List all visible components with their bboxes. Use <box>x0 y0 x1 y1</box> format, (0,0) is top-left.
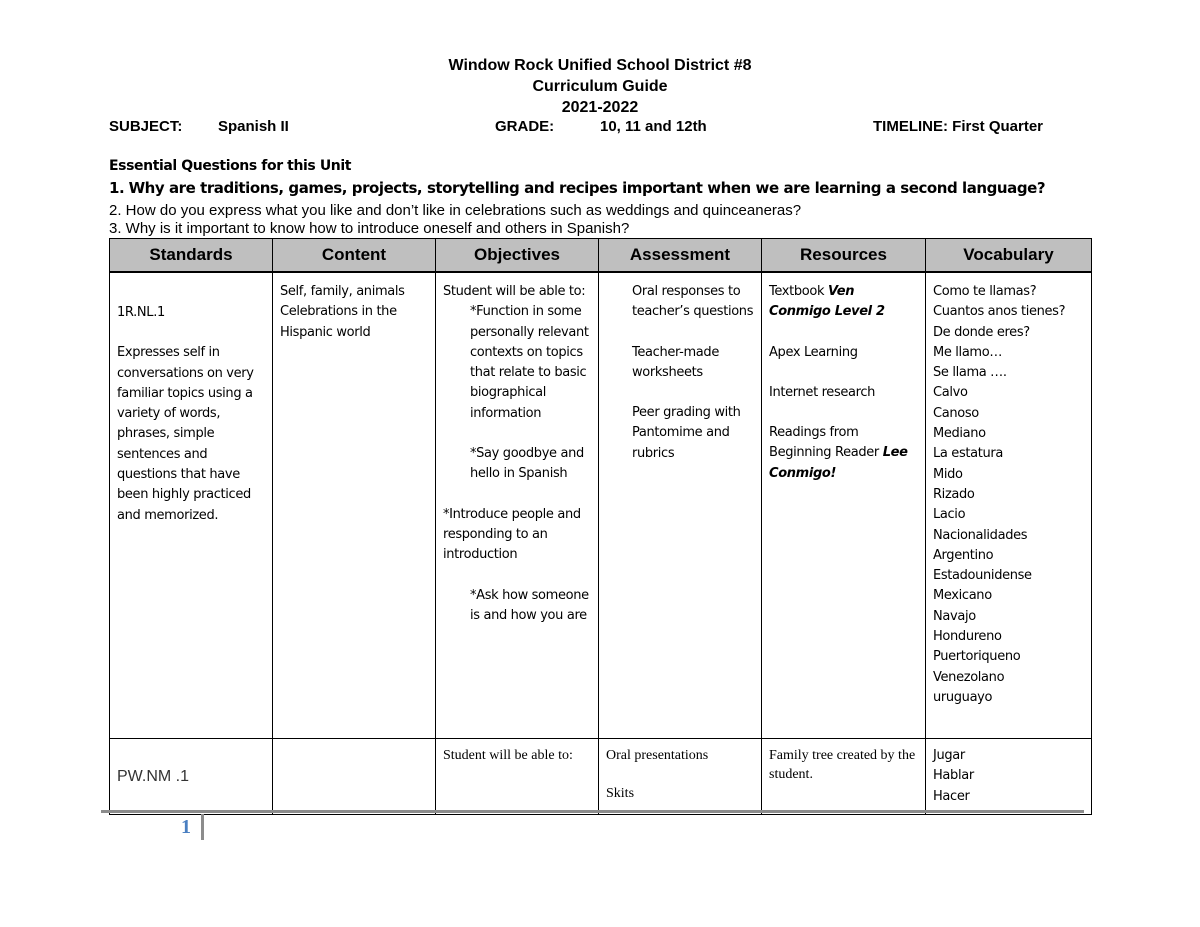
vocabulary-item: Lacio <box>933 507 966 523</box>
subject-label: SUBJECT: <box>109 118 183 135</box>
resource-textbook-title: Ven Conmigo Level 2 <box>769 284 885 320</box>
vocabulary-list <box>927 274 1090 708</box>
grade-label: GRADE: <box>495 118 555 135</box>
vocabulary-item: Calvo <box>933 385 968 401</box>
subject-value: Spanish II <box>218 118 289 135</box>
resource-item: Internet research <box>769 384 876 400</box>
vocabulary-item: Mido <box>933 466 963 482</box>
objective-item: *Function in some personally relevant contexts on topics that relate to basic biographical information <box>470 304 589 421</box>
essential-questions-heading: Essential Questions for this Unit <box>109 158 352 174</box>
content-item: Celebrations in the Hispanic world <box>280 304 397 340</box>
essential-question-2: 2. How do you express what you like and don’t like in celebrations such as weddings and quinceaneras? <box>109 202 802 219</box>
header-assessment: Assessment <box>599 239 762 273</box>
vocabulary-cell <box>926 739 1092 815</box>
vocabulary-item: Mexicano <box>933 588 992 604</box>
header-objectives: Objectives <box>436 239 599 273</box>
table-row <box>110 739 1092 815</box>
standards-cell <box>110 739 273 815</box>
content-item: Self, family, animals <box>280 284 405 299</box>
question-1-number: 1. <box>109 179 125 197</box>
assessment-cell <box>599 272 762 739</box>
vocabulary-cell <box>926 272 1092 739</box>
vocabulary-item: Estadounidense <box>933 568 1032 584</box>
objectives-cell <box>436 272 599 739</box>
vocabulary-item: Me llamo… <box>933 344 1003 360</box>
resource-reader-title: Lee Conmigo! <box>769 445 908 481</box>
resources-cell <box>762 272 926 739</box>
vocabulary-item: Canoso <box>933 405 979 421</box>
vocabulary-item: Navajo <box>933 608 976 624</box>
assessment-item: Teacher-made worksheets <box>632 344 719 380</box>
essential-question-3: 3. Why is it important to know how to introduce oneself and others in Spanish? <box>109 220 630 237</box>
objective-item: *Ask how someone is and how you are <box>470 587 589 623</box>
question-1-text: Why are traditions, games, projects, storytelling and recipes important when we are learning a second language? <box>128 179 1046 197</box>
content-cell <box>273 739 436 815</box>
vocabulary-item: Argentino <box>933 547 994 563</box>
essential-question-1 <box>109 179 1045 197</box>
assessment-item: Peer grading with Pantomime and rubrics <box>632 405 741 461</box>
table-header-row <box>110 239 1092 273</box>
assessment-item: Skits <box>606 786 635 801</box>
resource-item: Apex Learning <box>769 344 858 360</box>
standard-code: PW.NM .1 <box>117 768 190 785</box>
standard-code: 1R.NL.1 <box>117 305 165 320</box>
assessment-cell <box>599 739 762 815</box>
resource-textbook <box>769 282 918 323</box>
vocabulary-item: Hablar <box>933 768 974 784</box>
objectives-intro: Student will be able to: <box>443 284 586 299</box>
resource-reader-prefix: Readings from Beginning Reader <box>769 425 883 461</box>
vocabulary-item: Venezolano <box>933 669 1005 685</box>
school-year: 2021-2022 <box>561 99 639 116</box>
resource-reader <box>769 423 918 484</box>
vocabulary-item: Hacer <box>933 788 970 804</box>
vocabulary-item: Hondureno <box>933 629 1002 645</box>
vocabulary-item: Se llama …. <box>933 365 1007 381</box>
resources-cell <box>762 739 926 815</box>
district-title: Window Rock Unified School District #8 <box>448 57 752 74</box>
vocabulary-item: Cuantos anos tienes? <box>933 304 1066 320</box>
page-number: 1 <box>181 816 191 838</box>
curriculum-table <box>109 238 1092 815</box>
objectives-intro: Student will be able to: <box>443 748 573 763</box>
assessment-item: Oral responses to teacher’s questions <box>632 284 754 320</box>
content-cell <box>273 272 436 739</box>
header-standards: Standards <box>110 239 273 273</box>
header-content: Content <box>273 239 436 273</box>
standard-description: Expresses self in conversations on very familiar topics using a variety of words, phrases, simple sentences and questions that have been highly practiced and memorized. <box>117 345 254 523</box>
standards-cell <box>110 272 273 739</box>
objectives-cell <box>436 739 599 815</box>
assessment-item: Oral presentations <box>606 748 709 763</box>
vocabulary-item: La estatura <box>933 446 1003 462</box>
vocabulary-item: Jugar <box>933 748 965 763</box>
grade-value: 10, 11 and 12th <box>600 118 707 135</box>
guide-title: Curriculum Guide <box>532 78 668 95</box>
header-resources: Resources <box>762 239 926 273</box>
vocabulary-item: Rizado <box>933 486 975 502</box>
vocabulary-item: Puertoriqueno <box>933 649 1021 665</box>
assessment-list <box>600 740 760 803</box>
objective-item: *Say goodbye and hello in Spanish <box>470 446 584 482</box>
vocabulary-item: Nacionalidades <box>933 527 1028 543</box>
timeline: TIMELINE: First Quarter <box>873 118 1044 135</box>
resource-textbook-prefix: Textbook <box>769 284 828 299</box>
vocabulary-item: Como te llamas? <box>933 284 1037 299</box>
vocabulary-item: Mediano <box>933 426 986 442</box>
vocabulary-item: uruguayo <box>933 689 993 705</box>
resource-item: Family tree created by the student. <box>769 748 916 782</box>
vocabulary-item: De donde eres? <box>933 324 1030 340</box>
header-vocabulary: Vocabulary <box>926 239 1092 273</box>
table-row <box>110 272 1092 739</box>
objective-item: *Introduce people and responding to an introduction <box>443 506 581 563</box>
footer-rule <box>101 810 1084 813</box>
page-number-divider <box>201 814 204 840</box>
